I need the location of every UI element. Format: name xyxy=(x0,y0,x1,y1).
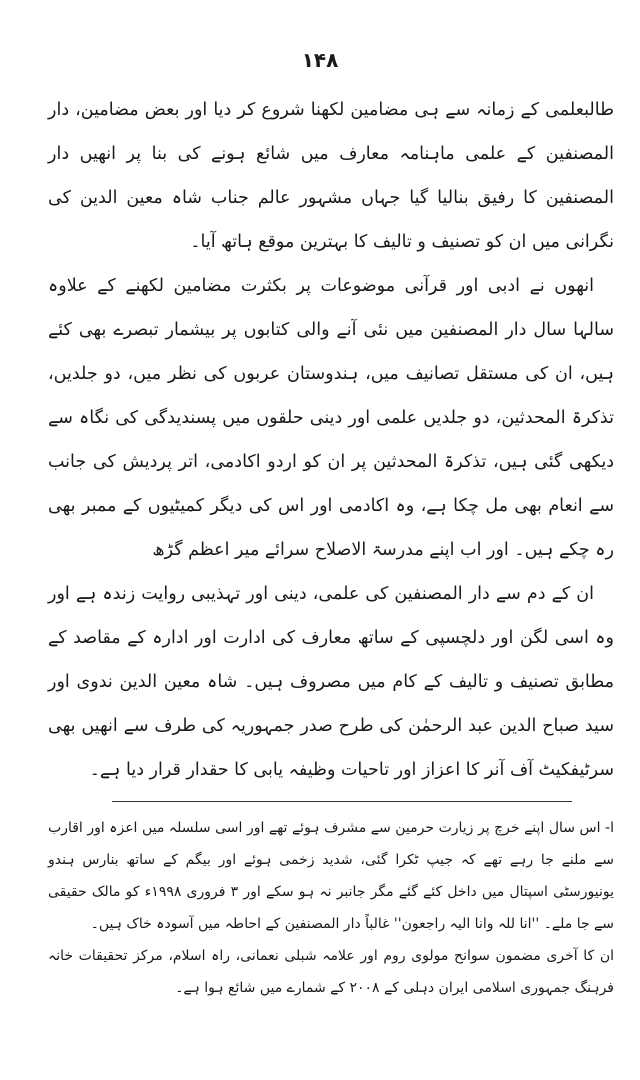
page-number: ۱۴۸ xyxy=(301,48,339,72)
footnote-1: ا- اس سال اپنے خرچ پر زیارت حرمین سے مشرف ہوئے تھے اور اسی سلسلہ میں اعزہ اور اقارب سے ملنے جا رہے تھے کہ جیپ ٹکرا گئی، شدید زخمی ہوئے اور بیگم کے ساتھ بنارس ہندو یونیورسٹی اسپتال میں داخل کئے گئے مگر جانبر نہ ہو سکے اور ۳ فروری ۱۹۹۸ء کو مالک حقیقی سے جا ملے۔ ''انا للہ وانا الیہ راجعون'' غالباً دار المصنفین کے احاطہ میں آسودہ خاک ہیں۔ xyxy=(48,820,614,932)
paragraph-3: ان کے دم سے دار المصنفین کی علمی، دینی اور تہذیبی روایت زندہ ہے اور وہ اسی لگن اور دلچسپی کے ساتھ معارف کی ادارت اور ادارہ کے مقاصد کے مطابق تصنیف و تالیف کے کام میں مصروف ہیں۔ شاہ معین الدین ندوی اور سید صباح الدین عبد الرحمٰن کی طرح صدر جمہوریہ کی طرف سے انھیں بھی سرٹیفکیٹ آف آنر کا اعزاز اور تاحیات وظیفہ یابی کا حقدار قرار دیا ہے۔ xyxy=(48,584,614,780)
footnote-divider xyxy=(112,801,572,802)
footnotes xyxy=(48,812,614,1004)
paragraph-2: انھوں نے ادبی اور قرآنی موضوعات پر بکثرت مضامین لکھنے کے علاوہ سالہا سال دار المصنفین میں نئی آنے والی کتابوں پر بیشمار تبصرے بھی کئے ہیں، ان کی مستقل تصانیف میں، ہندوستان عربوں کی نظر میں، دو جلدیں، تذکرۃ المحدثین، دو جلدیں علمی اور دینی حلقوں میں پسندیدگی کی نگاہ سے دیکھی گئی ہیں، تذکرۃ المحدثین پر ان کو اردو اکادمی، اتر پردیش کی جانب سے انعام بھی مل چکا ہے، وہ اکادمی اور اس کی دیگر کمیٹیوں کے ممبر بھی رہ چکے ہیں۔ اور اب اپنے مدرسۃ الاصلاح سرائے میر اعظم گڑھ xyxy=(48,276,614,560)
main-text xyxy=(48,88,614,792)
paragraph-1: طالبعلمی کے زمانہ سے ہی مضامین لکھنا شروع کر دیا اور بعض مضامین، دار المصنفین کے علمی ماہنامہ معارف میں شائع ہونے کی بنا پر انھیں دار المصنفین کا رفیق بنالیا گیا جہاں مشہور عالم جناب شاہ معین الدین کی نگرانی میں ان کو تصنیف و تالیف کا بہترین موقع ہاتھ آیا۔ xyxy=(48,100,614,252)
footnote-2: ان کا آخری مضمون سوانح مولوی روم اور علامہ شبلی نعمانی، راہ اسلام، مرکز تحقیقات خانہ فرہنگ جمہوری اسلامی ایران دہلی کے ۲۰۰۸ کے شمارے میں شائع ہوا ہے۔ xyxy=(48,948,614,996)
